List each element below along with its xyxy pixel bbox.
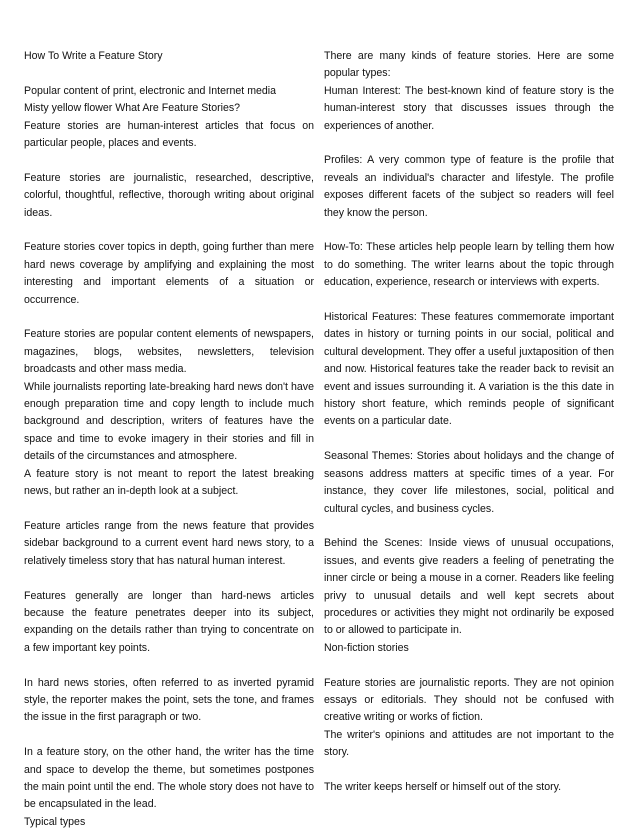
section-heading: Typical types — [24, 815, 86, 828]
paragraph: Features generally are longer than hard-news articles because the feature penetrates deeper into its subject, expanding on the details rather than trying to concentrate on a few important key points. — [24, 589, 314, 654]
paragraph: Misty yellow flower What Are Feature Stories? — [24, 102, 241, 115]
paragraph: There are many kinds of feature stories. Here are some popular types: — [324, 50, 614, 80]
paragraph: In hard news stories, often referred to as inverted pyramid style, the reporter makes the point, sets the tone, and frames the issue in the first paragraph or two. — [24, 676, 314, 724]
paragraph: Feature articles range from the news feature that provides sidebar background to a current event hard news story, to a relatively timeless story that has natural human interest. — [24, 519, 314, 567]
paragraph: How-To: These articles help people learn by telling them how to do something. The writer learns about the topic through education, experience, research or interviews with experts. — [324, 241, 614, 289]
right-column — [324, 48, 614, 808]
paragraph: The writer's opinions and attitudes are not important to the story. — [324, 728, 614, 759]
paragraph: In a feature story, on the other hand, the writer has the time and space to develop the theme, but sometimes postpones the main point until the end. The whole story does not have to be encapsulated in the lead. — [24, 746, 314, 811]
paragraph: Feature stories are human-interest articles that focus on particular people, places and events. — [24, 119, 314, 150]
paragraph: Profiles: A very common type of feature is the profile that reveals an individual's character and lifestyle. The profile exposes different facets of the subject so readers will feel they know the person. — [324, 154, 614, 219]
paragraph: Feature stories cover topics in depth, going further than mere hard news coverage by amplifying and explaining the most interesting and important elements of a situation or occurrence. — [24, 241, 314, 306]
paragraph: Human Interest: The best-known kind of feature story is the human-interest story that discusses issues through the experiences of another. — [324, 84, 614, 132]
paragraph: Feature stories are journalistic reports. They are not opinion essays or editorials. They should not be confused with creative writing or works of fiction. — [324, 676, 614, 724]
paragraph: Historical Features: These features commemorate important dates in history or turning points in our social, political and cultural development. They offer a useful juxtaposition of then and now. Historical features take the reader back to revisit an event and issues surrounding it. A variation is the this date in history short feature, which reminds people of significant events on a particular date. — [324, 311, 614, 428]
paragraph: While journalists reporting late-breaking hard news don't have enough preparation time and copy length to include much background and description, writers of features have the space and time to evoke imagery in their stories and fill in details of the circumstances and atmosphere. — [24, 380, 314, 463]
paragraph: A feature story is not meant to report the latest breaking news, but rather an in-depth look at a subject. — [24, 467, 314, 498]
paragraph: The writer keeps herself or himself out of the story. — [324, 780, 562, 793]
doc-title: How To Write a Feature Story — [24, 50, 163, 62]
paragraph: Seasonal Themes: Stories about holidays and the change of seasons address matters at specific times of a year. For instance, they cover life milestones, social, political and cultural cycles, and business cycles. — [324, 450, 614, 515]
document-page — [24, 48, 614, 828]
paragraph: Feature stories are popular content elements of newspapers, magazines, blogs, websites, newsletters, television broadcasts and other mass media. — [24, 328, 314, 376]
paragraph: Popular content of print, electronic and Internet media — [24, 84, 277, 97]
paragraph: Feature stories are journalistic, researched, descriptive, colorful, thoughtful, reflective, thorough writing about original ideas. — [24, 171, 314, 219]
section-heading: Non-fiction stories — [324, 641, 409, 654]
paragraph: Behind the Scenes: Inside views of unusual occupations, issues, and events give readers a feeling of penetrating the inner circle or being a mouse in a corner. Readers like feeling privy to unusual details and well kept secrets about procedures or activities they might not ordinarily be exposed to or allowed to participate in. — [324, 537, 614, 637]
left-column — [24, 48, 314, 828]
